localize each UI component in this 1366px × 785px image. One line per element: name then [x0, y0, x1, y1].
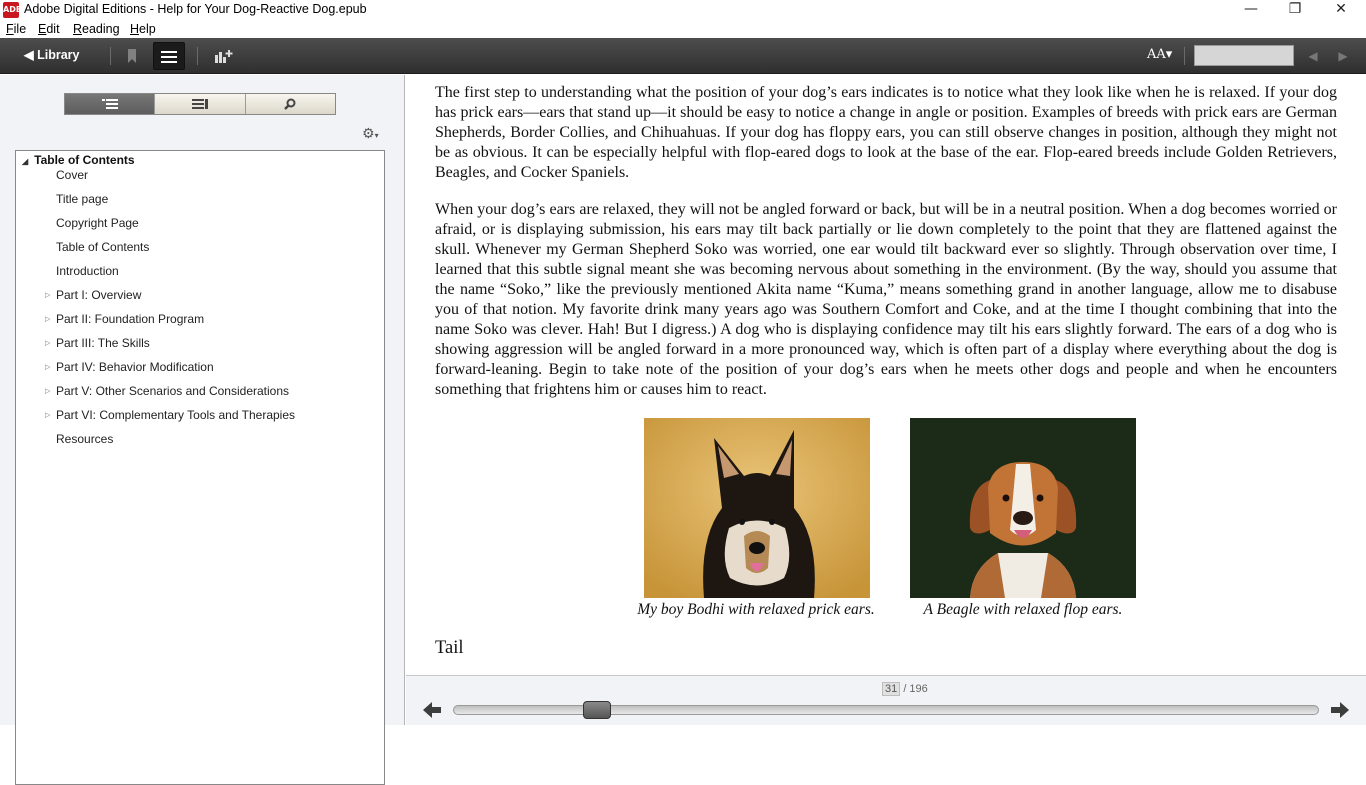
page-indicator — [882, 682, 928, 696]
toolbar-separator — [197, 47, 198, 65]
toc-item-part-5[interactable]: Part V: Other Scenarios and Considerations — [56, 384, 290, 398]
bookmark-icon[interactable] — [116, 42, 148, 70]
expand-arrow-icon[interactable]: ▷ — [45, 363, 51, 371]
photo-beagle — [910, 418, 1136, 598]
current-page-input[interactable]: 31 — [882, 682, 900, 696]
menu-help[interactable]: Help — [130, 22, 156, 36]
slider-thumb[interactable] — [583, 701, 611, 719]
chart-plus-icon — [215, 49, 233, 63]
toc-item-title-page[interactable]: Title page — [56, 192, 109, 206]
title-bar — [0, 0, 1366, 20]
toc-item-part-6[interactable]: Part VI: Complementary Tools and Therapies — [56, 408, 296, 422]
total-pages: / 196 — [903, 683, 928, 695]
tab-toc[interactable] — [65, 94, 154, 114]
menu-bar — [0, 20, 1366, 38]
toc-item-part-3[interactable]: Part III: The Skills — [56, 336, 150, 350]
tab-search[interactable] — [245, 94, 335, 114]
expand-arrow-icon[interactable]: ▷ — [45, 339, 51, 347]
close-button[interactable]: ✕ — [1335, 1, 1347, 17]
menu-edit[interactable]: Edit — [38, 22, 60, 36]
collapse-triangle-icon[interactable]: ◢ — [22, 157, 29, 166]
toc-tree — [15, 150, 385, 785]
gear-icon[interactable]: ⚙▾ — [362, 126, 379, 142]
prev-page-icon[interactable] — [423, 702, 441, 722]
toolbar-separator — [1184, 47, 1185, 65]
toc-list-icon — [102, 99, 118, 109]
annotations-icon — [192, 99, 208, 109]
search-prev-button[interactable]: ◀ — [1308, 49, 1318, 63]
toc-item-table-of-contents[interactable]: Table of Contents — [56, 240, 150, 254]
magnifier-icon — [284, 98, 296, 110]
expand-arrow-icon[interactable]: ▷ — [45, 387, 51, 395]
toc-item-introduction[interactable]: Introduction — [56, 264, 119, 278]
paragraph: When your dog’s ears are relaxed, they will not be angled forward or back, but will be in a neutral position. When a dog becomes worried or afraid, or is displaying submission, his ears may tilt back partially or lie down completely to the point that they are flattened against the skull. Whenever my German Shepherd Soko was worried, one ear would tilt backward ever so slightly. Through observation over time, I learned that this subtle signal meant she was becoming nervous about something in the environment. (By the way, should you assume that the name “Soko,” like the previously mentioned Akita name “Kuma,” means something grand in another language, allow me to disabuse you of that notion. My favorite drink many years ago was Southern Comfort and Coke, and at the time I thought combining that into the name Soko was clever. Hah! But I digress.) A dog who is displaying confidence may tilt his ears slightly forward. The ears of a dog who is showing aggression will be angled forward in a more pronounced way, which is often part of a display where everything about the dog is forward-leaning. Begin to take note of the position of your dog’s ears when he meets other dogs and people and when he encounters something that frightens him or causes him to react. — [435, 201, 1337, 398]
reading-stats-button[interactable] — [208, 42, 240, 70]
toolbar-separator — [110, 47, 111, 65]
toc-item-part-2[interactable]: Part II: Foundation Program — [56, 312, 205, 326]
tab-bookmarks[interactable] — [154, 94, 244, 114]
paragraph: The first step to understanding what the position of your dog’s ears indicates is to notice what they look like when he is relaxed. If your dog has prick ears—ears that stand up—it should be easy to notice a change in angle or position. Examples of breeds with prick ears are German Shepherds, Border Collies, and Chihuahuas. If your dog has floppy ears, you can still observe changes in position, although they might not be as obvious. It can be especially helpful with flop-eared dogs to look at the base of the ear. Flop-eared breeds include Golden Retrievers, Beagles, and Cocker Spaniels. — [435, 84, 1337, 181]
section-heading: Tail — [435, 638, 464, 658]
app-icon: ADE — [3, 2, 19, 18]
expand-arrow-icon[interactable]: ▷ — [45, 291, 51, 299]
toc-item-cover[interactable]: Cover — [56, 168, 89, 182]
minimize-button[interactable]: — — [1244, 1, 1258, 17]
page-navigation — [406, 675, 1366, 725]
restore-button[interactable]: ❐ — [1288, 1, 1302, 17]
list-icon — [161, 51, 177, 63]
menu-reading[interactable]: Reading — [73, 22, 120, 36]
expand-arrow-icon[interactable]: ▷ — [45, 315, 51, 323]
library-button[interactable]: ◀ Library — [24, 48, 80, 62]
sidebar — [0, 75, 405, 725]
toolbar — [0, 38, 1366, 74]
font-size-button[interactable]: AA▾ — [1147, 47, 1173, 62]
toc-root[interactable]: ◢ Table of Contents — [22, 153, 135, 167]
window-title: Adobe Digital Editions - Help for Your Dog-Reactive Dog.epub — [24, 2, 367, 16]
expand-arrow-icon[interactable]: ▷ — [45, 411, 51, 419]
next-page-icon[interactable] — [1331, 702, 1349, 722]
search-next-button[interactable]: ▶ — [1338, 49, 1348, 63]
page-slider[interactable] — [453, 705, 1319, 715]
search-input[interactable] — [1194, 45, 1294, 66]
toc-toggle-button[interactable] — [153, 42, 185, 70]
toc-item-part-1[interactable]: Part I: Overview — [56, 288, 142, 302]
photo-prick-ear-dog — [644, 418, 870, 598]
menu-file[interactable]: File — [6, 22, 27, 36]
toc-item-resources[interactable]: Resources — [56, 432, 114, 446]
photo-caption: A Beagle with relaxed flop ears. — [923, 601, 1123, 618]
panel-tabs — [64, 93, 336, 115]
toc-item-copyright-page[interactable]: Copyright Page — [56, 216, 139, 230]
toc-item-part-4[interactable]: Part IV: Behavior Modification — [56, 360, 214, 374]
photo-caption: My boy Bodhi with relaxed prick ears. — [637, 601, 875, 618]
reading-pane[interactable] — [406, 75, 1366, 675]
